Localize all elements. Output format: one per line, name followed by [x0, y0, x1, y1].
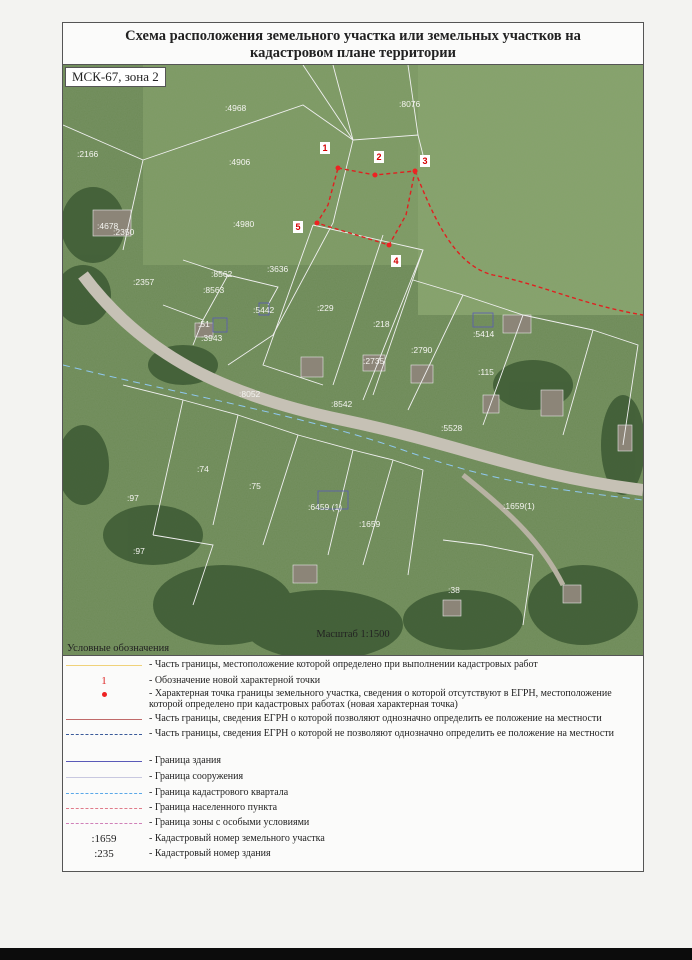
- characteristic-point: [315, 221, 320, 226]
- cadastral-label: :38: [448, 585, 460, 595]
- cadastral-label: :2735: [363, 356, 385, 366]
- cadastral-label: :4968: [225, 103, 247, 113]
- legend-symbol-point-number: [65, 675, 143, 687]
- point-4-text: 4: [393, 256, 399, 266]
- cadastral-map[interactable]: [63, 65, 643, 656]
- legend-symbol-line: [65, 728, 143, 740]
- cadastral-label: :2357: [133, 277, 155, 287]
- legend-heading: Условные обозначения: [67, 643, 170, 654]
- legend-symbol-line: [65, 771, 143, 783]
- cadastral-label: :8542: [331, 399, 353, 409]
- characteristic-point: [413, 169, 418, 174]
- characteristic-point: [336, 166, 341, 171]
- legend-text: - Граница здания: [149, 755, 222, 766]
- legend-symbol-line: [65, 802, 143, 814]
- legend-text: - Кадастровый номер земельного участка: [149, 833, 325, 844]
- cadastral-label: :97: [127, 493, 139, 503]
- building-number-sample: :235: [94, 847, 114, 860]
- characteristic-point: [387, 243, 392, 248]
- map-canvas: [63, 65, 643, 655]
- legend-text: - Граница кадастрового квартала: [149, 787, 289, 798]
- point-2-text: 2: [376, 152, 382, 162]
- point-label-4: [391, 255, 401, 267]
- cadastral-label: :6459 (1): [308, 502, 343, 512]
- legend-text: - Граница зоны с особыми условиями: [149, 817, 310, 828]
- legend-text: - Часть границы, местоположение которой определено при выполнении кадастровых работ: [149, 659, 538, 670]
- legend-text: - Характерная точка границы земельного участка, сведения о которой отсутствуют в ЕГРН, местоположение которой определено при кадастровых работах (новая характерная точка): [149, 688, 612, 710]
- cadastral-label: :8076: [399, 99, 421, 109]
- sheet-title: [63, 23, 643, 65]
- cadastral-label: :1659: [359, 519, 381, 529]
- cadastral-label: :4906: [229, 157, 251, 167]
- cadastral-label: :2790: [411, 345, 433, 355]
- cadastral-label: :2166: [77, 149, 99, 159]
- cadastral-label: :115: [478, 367, 494, 377]
- cadastral-label: :8563: [203, 285, 225, 295]
- cadastral-label: :5414: [473, 329, 495, 339]
- legend-text: - Обозначение новой характерной точки: [149, 675, 321, 686]
- legend-text: - Часть границы, сведения ЕГРН о которой позволяют однозначно определить ее положение на местности: [149, 713, 602, 724]
- characteristic-point: [373, 173, 378, 178]
- scale-label: Масштаб 1:1500: [316, 629, 390, 640]
- legend-symbol-line: [65, 659, 143, 671]
- cadastral-label: :218: [373, 319, 390, 329]
- legend-symbol-dot: [65, 688, 143, 700]
- point-5-text: 5: [295, 222, 301, 232]
- map-sheet: [62, 22, 644, 872]
- legend-symbol-line: [65, 713, 143, 725]
- legend-text: - Граница сооружения: [149, 771, 244, 782]
- legend-symbol-line: [65, 817, 143, 829]
- red-dot-icon: [102, 692, 107, 697]
- legend-text: - Граница населенного пункта: [149, 802, 278, 813]
- cadastral-label: :8562: [211, 269, 233, 279]
- legend-symbol-line: [65, 787, 143, 799]
- cadastral-label: :5528: [441, 423, 463, 433]
- cadastral-label: :8052: [239, 389, 261, 399]
- point-label-1: [320, 142, 330, 154]
- parcel-number-sample: :1659: [91, 832, 117, 845]
- scan-edge: [0, 948, 692, 960]
- point-label-3: [420, 155, 430, 167]
- title-line-2: кадастровом плане территории: [249, 45, 457, 61]
- point-1-text: 1: [322, 143, 328, 153]
- cadastral-label: :3943: [201, 333, 223, 343]
- cadastral-label: :51: [198, 319, 210, 329]
- cadastral-label: :75: [249, 481, 261, 491]
- cadastral-label: :4678: [97, 221, 119, 231]
- cadastral-label: :229: [317, 303, 334, 313]
- cadastral-label: :1659(1): [503, 501, 535, 511]
- legend-symbol-text: [65, 833, 143, 845]
- coordinate-system-label: МСК-67, зона 2: [65, 67, 166, 87]
- legend-text: - Кадастровый номер здания: [149, 848, 271, 859]
- cadastral-label: :4980: [233, 219, 255, 229]
- point-3-text: 3: [422, 156, 428, 166]
- cadastral-label: :5442: [253, 305, 275, 315]
- point-label-5: [293, 221, 303, 233]
- point-label-2: [374, 151, 384, 163]
- legend-text: - Часть границы, сведения ЕГРН о которой не позволяют однозначно определить ее положение на местности: [149, 728, 614, 739]
- cadastral-label: :2350: [113, 227, 135, 237]
- cadastral-label: :3636: [267, 264, 289, 274]
- cadastral-label: :74: [197, 464, 209, 474]
- title-line-1: Схема расположения земельного участка или земельных участков на: [125, 28, 581, 44]
- cadastral-label: :97: [133, 546, 145, 556]
- legend-symbol-line: [65, 755, 143, 767]
- point-number-sample: 1: [101, 674, 107, 687]
- legend-symbol-text: [65, 848, 143, 860]
